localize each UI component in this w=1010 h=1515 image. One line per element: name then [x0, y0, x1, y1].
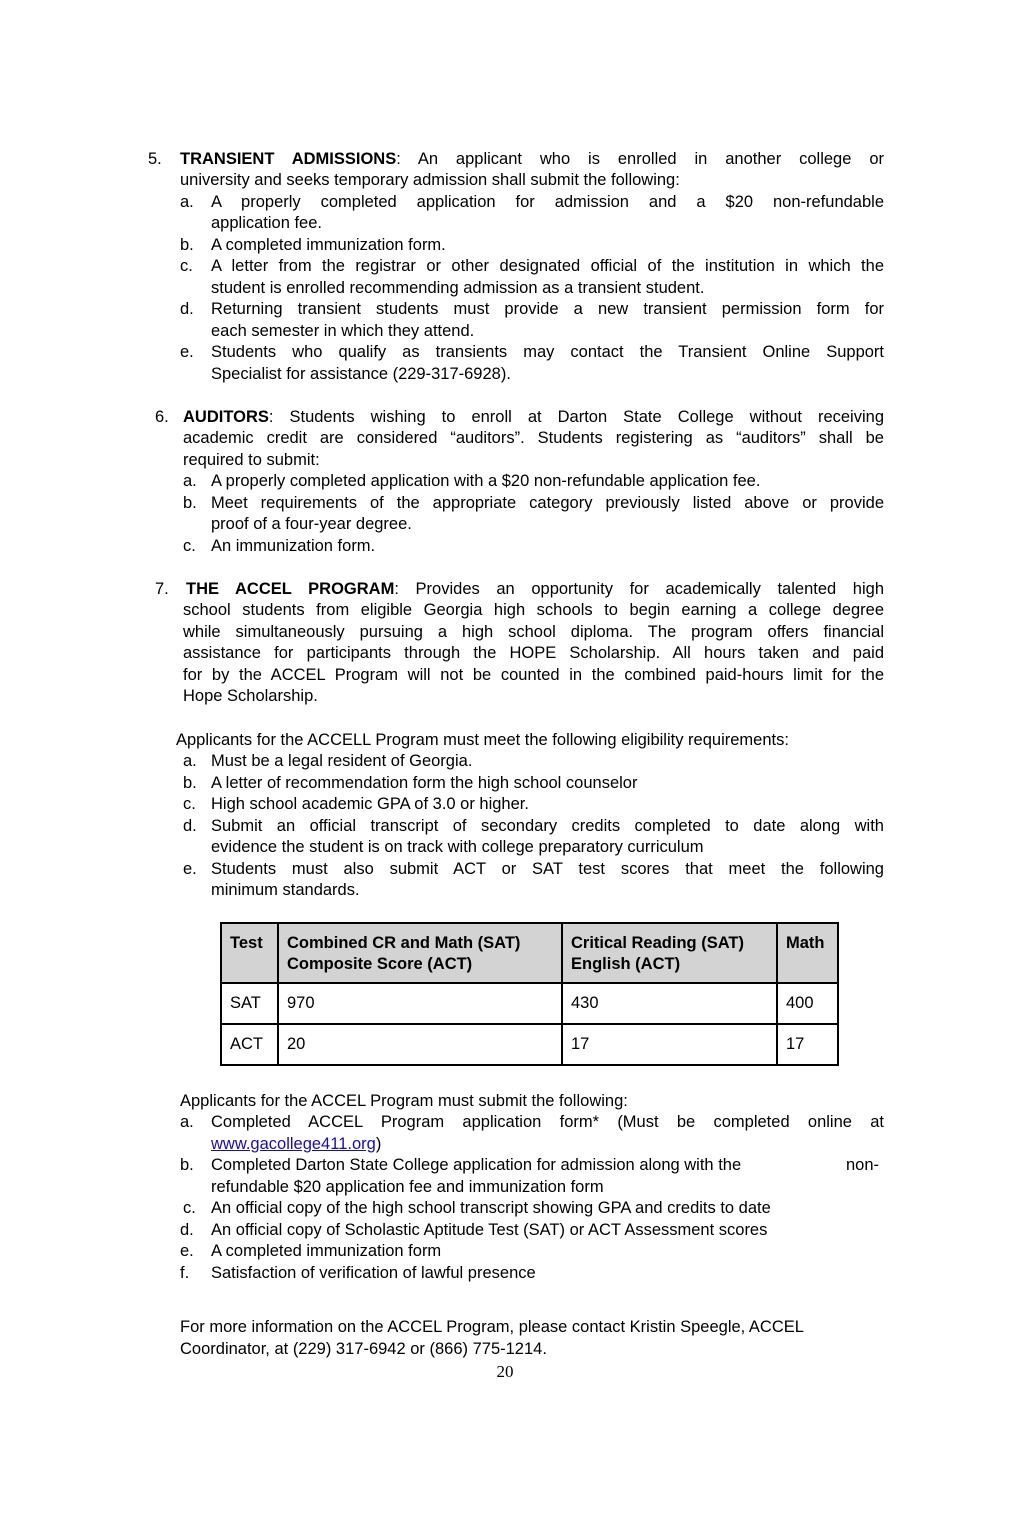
list-item-text: A completed immunization form. [211, 236, 446, 254]
list-item-text: An official copy of the high school transcript showing GPA and credits to date [211, 1199, 771, 1217]
table-header-cell: Math [777, 923, 838, 983]
list-label: b. [183, 774, 197, 792]
list-label: d. [180, 1221, 194, 1239]
list-item-text: Returning transient students must provide a new transient permission form for [211, 300, 884, 318]
list-label: d. [183, 817, 197, 835]
section-intro-line: TRANSIENT ADMISSIONS: An applicant who is enrolled in another college or [180, 150, 884, 168]
table-header-cell: Combined CR and Math (SAT) Composite Score (ACT) [278, 923, 562, 983]
list-item-text: An immunization form. [211, 537, 376, 555]
section-title: TRANSIENT ADMISSIONS [180, 150, 397, 168]
list-label: b. [180, 236, 194, 254]
page-number: 20 [496, 1362, 514, 1381]
paragraph-line: while simultaneously pursuing a high school diploma. The program offers financial [183, 623, 884, 641]
table-cell: 400 [777, 983, 838, 1024]
list-label: c. [183, 1199, 196, 1217]
table-row [221, 983, 838, 1024]
section-title: THE ACCEL PROGRAM [186, 580, 395, 598]
list-item-text: student is enrolled recommending admission as a transient student. [211, 279, 705, 297]
paragraph-line: school students from eligible Georgia high schools to begin earning a college degree [183, 601, 884, 619]
contact-line: For more information on the ACCEL Program, please contact Kristin Speegle, ACCEL [180, 1318, 804, 1336]
section-intro-line: university and seeks temporary admission shall submit the following: [180, 171, 680, 189]
list-label: c. [183, 795, 196, 813]
list-label: a. [183, 752, 197, 770]
list-item-text: Students must also submit ACT or SAT test scores that meet the following [211, 860, 884, 878]
section-intro-line: required to submit: [183, 451, 320, 469]
list-label: a. [180, 193, 194, 211]
contact-line: Coordinator, at (229) 317-6942 or (866) 775-1214. [180, 1340, 547, 1358]
section-number: 6. [155, 408, 169, 426]
list-item-text: application fee. [211, 214, 322, 232]
list-item-text: Submit an official transcript of secondary credits completed to date along with [211, 817, 884, 835]
list-item-text: refundable $20 application fee and immunization form [211, 1178, 604, 1196]
section-number: 5. [148, 150, 162, 168]
paragraph-line: for by the ACCEL Program will not be counted in the combined paid-hours limit for the [183, 666, 884, 684]
list-item-text: A properly completed application for admission and a $20 non-refundable [211, 193, 884, 211]
list-label: b. [180, 1156, 194, 1174]
table-cell: SAT [221, 983, 278, 1024]
list-label: d. [180, 300, 194, 318]
table-header-row [221, 923, 838, 983]
list-label: b. [183, 494, 197, 512]
list-item-text: Satisfaction of verification of lawful presence [211, 1264, 536, 1282]
list-label: e. [180, 343, 194, 361]
list-label: f. [180, 1264, 190, 1282]
list-item-text: Specialist for assistance (229-317-6928). [211, 365, 511, 383]
paragraph-line: Hope Scholarship. [183, 687, 318, 705]
list-label: c. [180, 257, 193, 275]
list-label: e. [180, 1242, 194, 1260]
paragraph-line: assistance for participants through the HOPE Scholarship. All hours taken and paid [183, 644, 884, 662]
table-cell: 430 [562, 983, 777, 1024]
eligibility-heading: Applicants for the ACCELL Program must meet the following eligibility requirements: [176, 731, 789, 749]
list-item-text: proof of a four-year degree. [211, 515, 412, 533]
submit-heading: Applicants for the ACCEL Program must submit the following: [180, 1092, 628, 1110]
list-item-text: Completed Darton State College application for admission along with the [211, 1156, 742, 1174]
test-scores-table [220, 922, 839, 1066]
list-item-text: www.gacollege411.org) [211, 1135, 382, 1153]
section-intro-line: academic credit are considered “auditors”. Students registering as “auditors” shall be [183, 429, 884, 447]
section-intro-line: AUDITORS: Students wishing to enroll at Darton State College without receiving [183, 408, 884, 426]
list-item-text: High school academic GPA of 3.0 or higher. [211, 795, 529, 813]
table-row [221, 1024, 838, 1065]
list-item-text: Must be a legal resident of Georgia. [211, 752, 473, 770]
list-item-text: minimum standards. [211, 881, 360, 899]
list-item-text: Students who qualify as transients may contact the Transient Online Support [211, 343, 884, 361]
section-number: 7. [155, 580, 169, 598]
list-item-text: Completed ACCEL Program application form* (Must be completed online at [211, 1113, 884, 1131]
list-item-text: A properly completed application with a $20 non-refundable application fee. [211, 472, 761, 490]
list-item-text: evidence the student is on track with college preparatory curriculum [211, 838, 704, 856]
list-item-text: A completed immunization form [211, 1242, 442, 1260]
list-label: a. [180, 1113, 194, 1131]
table-cell: 970 [278, 983, 562, 1024]
list-item-text: Meet requirements of the appropriate category previously listed above or provide [211, 494, 884, 512]
list-item-text: each semester in which they attend. [211, 322, 475, 340]
list-label: c. [183, 537, 196, 555]
list-label: a. [183, 472, 197, 490]
list-item-text: non- [846, 1156, 880, 1174]
list-item-text: A letter from the registrar or other designated official of the institution in which the [211, 257, 884, 275]
section-intro-line: THE ACCEL PROGRAM: Provides an opportunity for academically talented high [186, 580, 885, 598]
table-header-cell: Critical Reading (SAT) English (ACT) [562, 923, 777, 983]
list-item-text: A letter of recommendation form the high school counselor [211, 774, 638, 792]
list-item-text: An official copy of Scholastic Aptitude Test (SAT) or ACT Assessment scores [211, 1221, 768, 1239]
table-cell: 17 [777, 1024, 838, 1065]
table-cell: 17 [562, 1024, 777, 1065]
table-header-cell: Test [221, 923, 278, 983]
table-cell: ACT [221, 1024, 278, 1065]
list-label: e. [183, 860, 197, 878]
table-cell: 20 [278, 1024, 562, 1065]
section-title: AUDITORS [183, 408, 269, 426]
gacollege411-link[interactable]: www.gacollege411.org [211, 1135, 376, 1153]
